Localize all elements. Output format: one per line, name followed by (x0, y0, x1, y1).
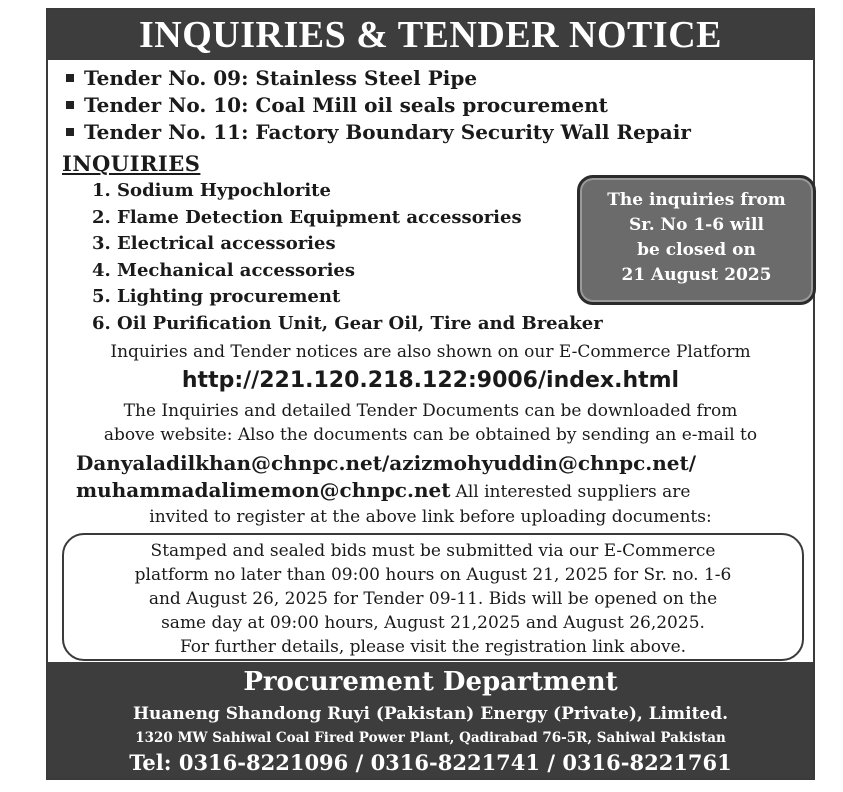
inquiries-list (92, 178, 603, 337)
tender-item: Tender No. 11: Factory Boundary Security Wall Repair (66, 119, 813, 146)
tender-item: Tender No. 09: Stainless Steel Pipe (66, 65, 813, 92)
platform-text: Inquiries and Tender notices are also shown on our E-Commerce Platform (110, 342, 751, 362)
square-bullet-icon (66, 128, 74, 136)
bid-text-line: and August 26, 2025 for Tender 09-11. Bids will be opened on the (148, 589, 718, 609)
bid-submission-box (62, 533, 804, 661)
closing-line: The inquiries from (607, 190, 786, 210)
tender-item: Tender No. 10: Coal Mill oil seals procurement (66, 92, 813, 119)
bid-text-line: same day at 09:00 hours, August 21,2025 and August 26,2025. (161, 613, 705, 633)
inquiry-item: 3. Electrical accessories (92, 233, 336, 254)
register-text: All interested suppliers are (455, 482, 691, 502)
email-register-line (76, 478, 690, 502)
inquiry-item: 2. Flame Detection Equipment accessories (92, 206, 522, 228)
closing-date-box (577, 175, 816, 305)
closing-line: be closed on (637, 240, 756, 260)
platform-url[interactable]: http://221.120.218.122:9006/index.html (181, 368, 680, 393)
square-bullet-icon (66, 101, 74, 109)
company-name: Huaneng Shandong Ruyi (Pakistan) Energy (Private), Limited. (132, 704, 729, 724)
download-text-line: The Inquiries and detailed Tender Documents can be downloaded from (123, 401, 738, 421)
tender-notice (46, 8, 815, 780)
closing-line: Sr. No 1-6 will (629, 215, 764, 235)
email-address[interactable]: muhammadalimemon@chnpc.net (76, 478, 451, 502)
download-text-line: above website: Also the documents can be obtained by sending an e-mail to (103, 425, 758, 445)
bid-text-line: Stamped and sealed bids must be submitted via our E-Commerce (150, 541, 716, 561)
footer (48, 662, 813, 778)
department-name: Procurement Department (243, 667, 618, 697)
bid-text-line: platform no later than 09:00 hours on August 21, 2025 for Sr. no. 1-6 (134, 565, 732, 585)
telephone-numbers: Tel: 0316-8221096 / 0316-8221741 / 0316-8221761 (129, 750, 732, 775)
inquiry-item: 6. Oil Purification Unit, Gear Oil, Tire and Breaker (92, 312, 603, 334)
square-bullet-icon (66, 74, 74, 82)
inquiry-item: 4. Mechanical accessories (92, 259, 356, 281)
closing-line: 21 August 2025 (621, 265, 772, 285)
tender-list (66, 65, 813, 146)
register-text-line: invited to register at the above link before uploading documents: (149, 507, 712, 527)
inquiry-item: 1. Sodium Hypochlorite (92, 180, 331, 201)
email-addresses-line[interactable]: Danyaladilkhan@chnpc.net/azizmohyuddin@chnpc.net/ (76, 451, 697, 475)
bid-text-line: For further details, please visit the registration link above. (179, 637, 687, 657)
inquiries-heading: INQUIRIES (62, 151, 201, 176)
company-address: 1320 MW Sahiwal Coal Fired Power Plant, Qadirabad 76-5R, Sahiwal Pakistan (135, 730, 726, 746)
inquiry-item: 5. Lighting procurement (92, 286, 341, 307)
notice-title: INQUIRIES & TENDER NOTICE (48, 10, 813, 60)
